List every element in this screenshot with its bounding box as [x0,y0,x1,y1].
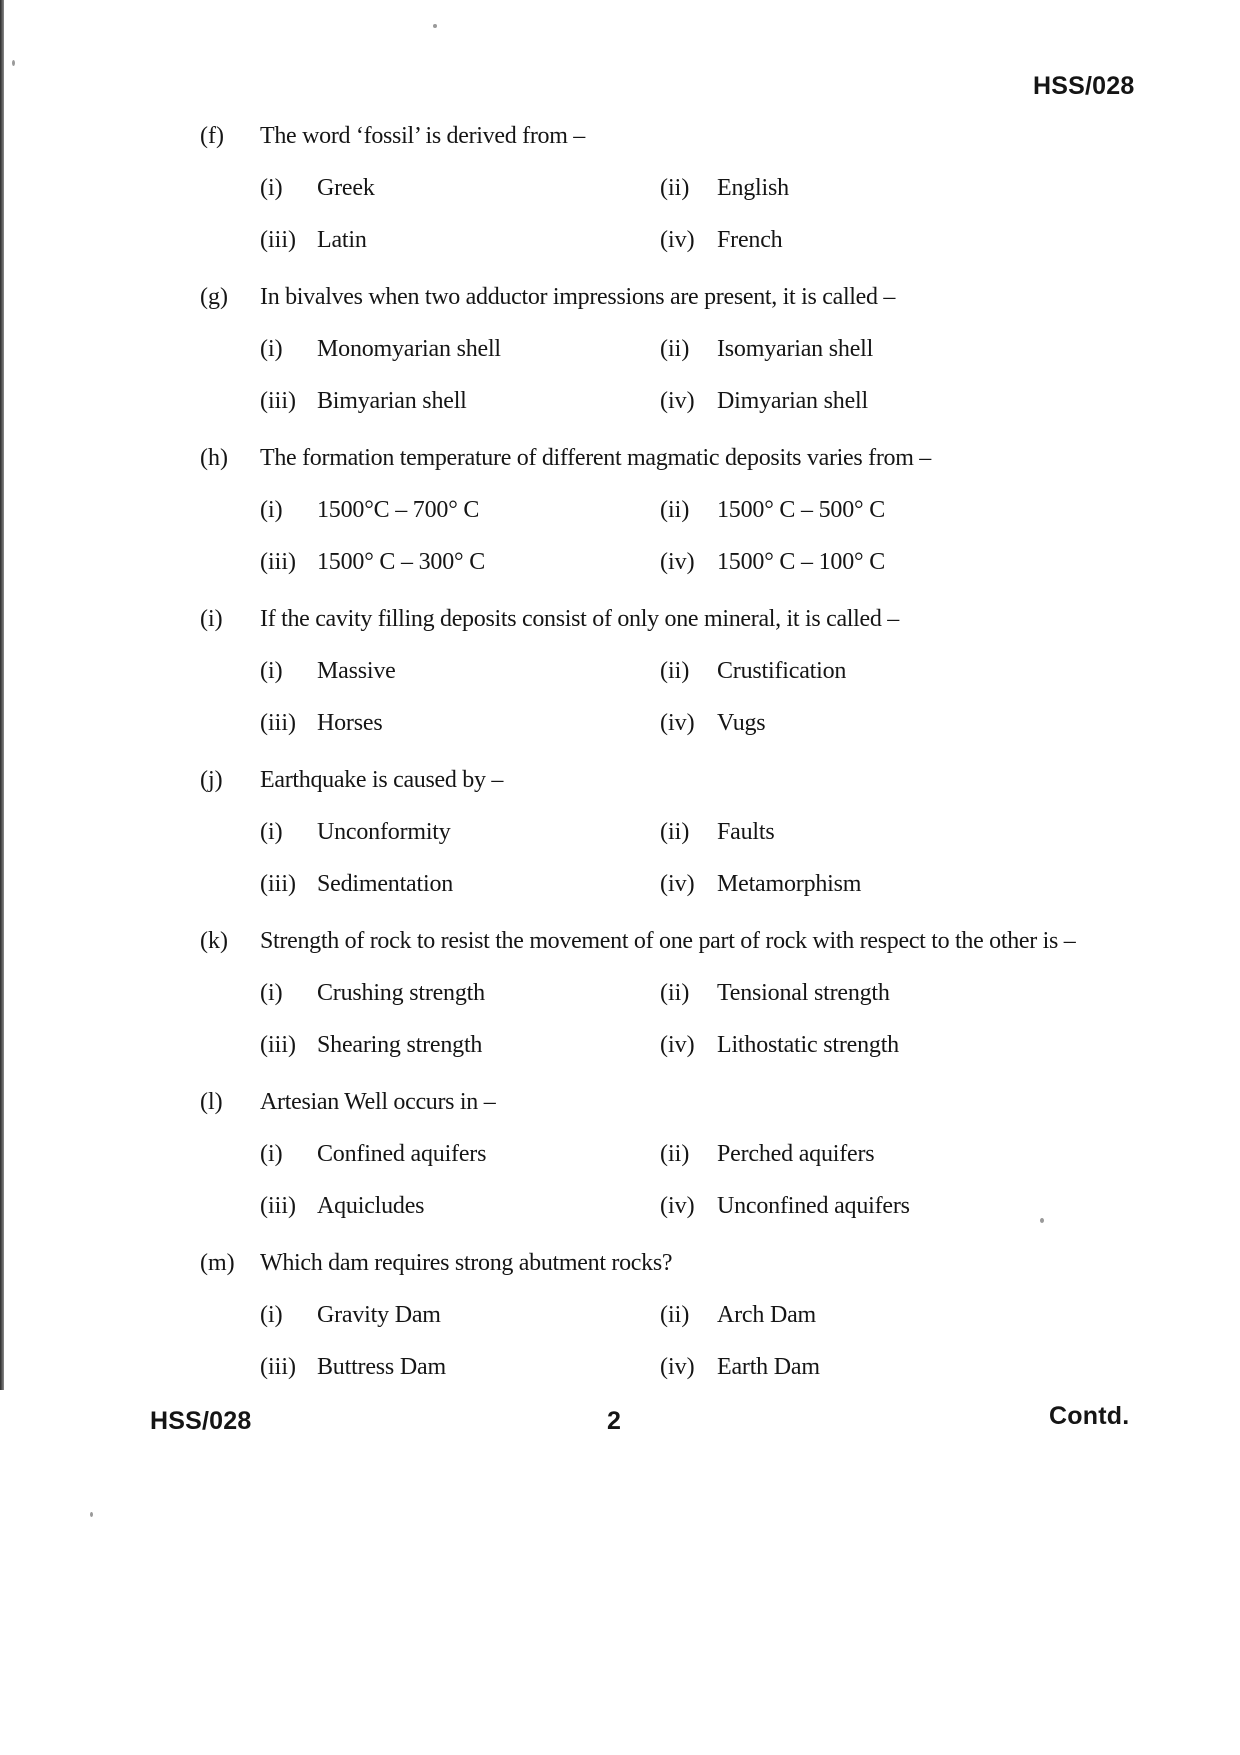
question-f [0,122,1240,282]
question-text: Strength of rock to resist the movement of one part of rock with respect to the other is – [260,928,1076,954]
option-text: Arch Dam [717,1302,817,1328]
option-text: Crushing strength [317,980,485,1006]
question-label: (i) [200,606,223,632]
option-text: Massive [317,658,396,684]
option-text: Dimyarian shell [717,388,868,414]
question-text: Earthquake is caused by – [260,767,504,793]
option-number: (i) [260,1302,283,1328]
option-number: (iii) [260,871,296,897]
option-number: (iv) [660,549,695,575]
option-text: Crustification [717,658,847,684]
option-number: (ii) [660,658,690,684]
question-m [0,1249,1240,1409]
option-text: Monomyarian shell [317,336,501,362]
option-text: Lithostatic strength [717,1032,899,1058]
option-number: (ii) [660,1141,690,1167]
page-number: 2 [607,1407,622,1435]
option-number: (i) [260,658,283,684]
option-text: Buttress Dam [317,1354,446,1380]
option-number: (ii) [660,819,690,845]
footer-paper-code: HSS/028 [150,1407,252,1435]
option-text: English [717,175,789,201]
option-number: (ii) [660,1302,690,1328]
option-number: (iv) [660,388,695,414]
question-text: In bivalves when two adductor impressions are present, it is called – [260,284,896,310]
question-text: If the cavity filling deposits consist of only one mineral, it is called – [260,606,899,632]
option-number: (iii) [260,710,296,736]
option-text: Aquicludes [317,1193,425,1219]
option-number: (ii) [660,175,690,201]
option-text: Unconformity [317,819,451,845]
question-label: (l) [200,1089,223,1115]
question-text: The formation temperature of different magmatic deposits varies from – [260,445,931,471]
option-text: Greek [317,175,375,201]
question-label: (f) [200,123,224,149]
option-number: (i) [260,819,283,845]
question-j [0,766,1240,926]
header-paper-code: HSS/028 [1033,72,1135,100]
option-number: (i) [260,336,283,362]
option-number: (iv) [660,1032,695,1058]
question-g [0,283,1240,443]
option-text: Confined aquifers [317,1141,487,1167]
option-number: (i) [260,1141,283,1167]
option-number: (ii) [660,980,690,1006]
option-text: Sedimentation [317,871,454,897]
question-h [0,444,1240,604]
question-text: The word ‘fossil’ is derived from – [260,123,585,149]
option-number: (ii) [660,497,690,523]
question-text: Which dam requires strong abutment rocks? [260,1250,673,1276]
option-text: Latin [317,227,367,253]
question-text: Artesian Well occurs in – [260,1089,496,1115]
option-text: Bimyarian shell [317,388,467,414]
continued-label: Contd. [1049,1402,1130,1430]
question-label: (j) [200,767,223,793]
option-number: (iv) [660,871,695,897]
option-text: Horses [317,710,383,736]
option-number: (iv) [660,1354,695,1380]
option-number: (iii) [260,1193,296,1219]
question-label: (h) [200,445,228,471]
option-text: Gravity Dam [317,1302,441,1328]
option-number: (iii) [260,549,296,575]
option-number: (iv) [660,1193,695,1219]
question-l [0,1088,1240,1248]
option-text: Faults [717,819,775,845]
option-number: (iv) [660,710,695,736]
option-text: Unconfined aquifers [717,1193,910,1219]
option-text: Isomyarian shell [717,336,874,362]
option-number: (i) [260,175,283,201]
option-text: 1500° C – 100° C [717,549,886,575]
option-number: (iii) [260,1354,296,1380]
question-label: (g) [200,284,228,310]
option-number: (iii) [260,388,296,414]
question-k [0,927,1240,1087]
option-text: French [717,227,783,253]
option-text: Earth Dam [717,1354,820,1380]
option-number: (iv) [660,227,695,253]
option-text: Vugs [717,710,766,736]
option-text: 1500° C – 500° C [717,497,886,523]
option-number: (iii) [260,1032,296,1058]
option-text: Metamorphism [717,871,862,897]
option-text: 1500° C – 300° C [317,549,486,575]
option-text: Shearing strength [317,1032,483,1058]
question-label: (k) [200,928,228,954]
scan-speck [90,1512,93,1517]
option-number: (ii) [660,336,690,362]
option-number: (i) [260,980,283,1006]
option-text: Tensional strength [717,980,890,1006]
scan-speck [433,24,437,28]
option-text: Perched aquifers [717,1141,875,1167]
question-label: (m) [200,1250,235,1276]
question-i [0,605,1240,765]
scan-speck [12,60,15,66]
option-text: 1500°C – 700° C [317,497,480,523]
option-number: (i) [260,497,283,523]
option-number: (iii) [260,227,296,253]
